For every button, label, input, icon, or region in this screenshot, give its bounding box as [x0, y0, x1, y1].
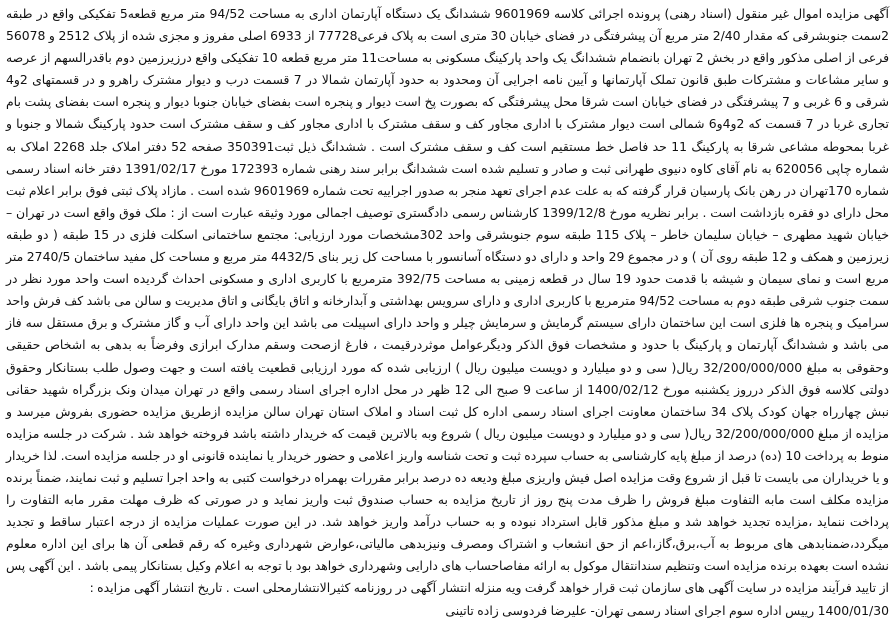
notice-footer: 1400/01/30 رییس اداره سوم اجرای اسناد رسمی تهران- علیرضا فردوسی زاده تاتینی [445, 602, 889, 618]
notice-body: آگهی مزایده اموال غیر منقول (اسناد رهنی) پرونده اجرائی کلاسه 9601969 ششدانگ یک دستگاه آپارتمان اداری به مساحت 94/52 متر مربع قطعه5 تفکیکی واقع در طبقه 2سمت جنوبشرقی که مقدار 2/40 متر مربع آن پیشرفتگی در فضای خیابان 30 متری است به پلاک فرعی77728 از 6933 اصلی مفروز و مجزی شده از پلاک 2512 و 56078 فرعی از اصلی مذکور واقع در بخش 2 تهران بانضمام ششدانگ یک واحد پارکینگ مسکونی به مساحت11 متر مربع قطعه 10 تفکیکی واقع درزیرزمین دوم باقدرالسهم از عرصه و سایر مشاعات و مشترکات طبق قانون تملک آپارتمانها و آیین نامه اجرایی آن ومحدود به حدود آپارتمان شمالا در 7 قسمت درب و دیوار مشترک راهرو و در قسمتهای 2و4 شرقی و 6 غربی و 7 پیشرفتگی در فضای خیابان است شرقا محل پیشرفتگی که بصورت پخ است دیوار و پنجره است بفضای خیابان جنوبا دیوار و پنجره است بفضای پشت بام تجاری غربا در 7 قسمت که 2و4و6 شمالی است دیوار مشترک با اداری مجاور کف و سقف مشترک با اداری مجاور کف و سقف مشترک است حدود پارکینگ شمالا و جنوبا و غربا بمحوطه مشاعی شرقا به پارکینگ 11 حد فاصل خط مستقیم است کف و سقف مشترک است . ششدانگ ذیل ثبت350391 صفحه 52 دفتر املاک جلد 2268 املاک به شماره چاپی 620056 به نام آقای کاوه دنیوی طهرانی ثبت و صادر و تسلیم شده است ششدانگ برابر سند رهنی شماره 172393 مورخ 1391/02/17 دفتر خانه اسناد رسمی شماره 170تهران در رهن بانک پارسیان قرار گرفته که به علت عدم اجرای تعهد منجر به صدور اجراییه تحت شماره 9601969 شده است . مازاد پلاک ثبتی فوق برابر اعلام ثبت محل دارای دو فقره بازداشت است . برابر نظریه مورخ 1399/12/8 کارشناس رسمی دادگستری توصیف اجمالی مورد وثیقه عبارت است از : ملک فوق واقع است در تهران –خیابان شهید مطهری – خیابان سلیمان خاطر – پلاک 115 طبقه سوم جنوبشرقی واحد 302مشخصات مورد ارزیابی: مجتمع ساختمانی اسکلت فلزی در 15 طبقه ( دو طبقه زیرزمین و همکف و 12 طبقه روی آن ) و در مجموع 29 واحد و دارای دو دستگاه آسانسور با مساحت کل زیر بنای 4432/5 متر مربع و مساحت کل مفید ساختمان 2740/5 متر مربع است و نمای سیمان و شیشه با قدمت حدود 19 سال در قطعه زمینی به مساحت 392/75 مترمربع با کاربری اداری و مسکونی احداث گردیده است واحد مورد نظر در سمت جنوب شرقی طبقه دوم به مساحت 94/52 مترمربع با کاربری اداری و دارای سرویس بهداشتی و آبدارخانه و اتاق بایگانی و اتاق مدیریت و سالن می باشد کف فرش واحد سرامیک و پنجره ها فلزی است این ساختمان دارای سیستم گرمایش و سرمایش چیلر و واحد دارای اسپیلت می باشد این واحد دارای آب و گاز مشترک و برق مستقل سه فاز می باشد و ششدانگ آپارتمان و پارکینگ با حدود و مشخصات فوق الذکر ودیگرعوامل موثردرقیمت ، فارغ ازصحت وسقم مدارک ابرازی وفرضاً به بدهی به اشخاص حقیقی وحقوقی به مبلغ 32/200/000/000 ریال( سی و دو میلیارد و دویست میلیون ریال ) ارزیابی شده که مورد ارزیابی قطعیت یافته است و جهت وصول طلب بستانکار وحقوق دولتی کلاسه فوق الذکر درروز یکشنبه مورخ 1400/02/12 از ساعت 9 صبح الی 12 ظهر در محل اداره اجرای اسناد رسمی واقع در تهران میدان ونک بزرگراه شهید حقانی نبش چهارراه جهان کودک پلاک 34 ساختمان معاونت اجرای اسناد رسمی اداره کل ثبت اسناد و املاک استان تهران سالن مزایده ازطریق مزایده حضوری بفروش میرسد و مزایده از مبلغ 32/200/000/000 ریال( سی و دو میلیارد و دویست میلیون ریال ) شروع وبه بالاترین قیمت که خریدار داشته باشد فروخته خواهد شد . شرکت در جلسه مزایده منوط به پرداخت 10 (ده) درصد از مبلغ پایه کارشناسی به حساب سپرده ثبت و تحت شناسه واریز اعلامی و حضور خریدار یا نماینده قانونی او در جلسه مزایده است. لذا خریدار و یا خریداران می بایست تا قبل از شروع وقت مزایده اصل فیش واریزی مبلغ ودیعه ده درصد برابر مقررات بهمراه درخواست کتبی به واحد اجرا تسلیم و ثبت نمایند، ضمناً برنده مزایده مکلف است مابه التفاوت مبلغ فروش را ظرف مدت پنج روز از تاریخ مزایده به حساب صندوق ثبت واریز نماید و در صورتی که ظرف مهلت مقرر مابه التفاوت را پرداخت ننماید ،مزایده تجدید خواهد شد و مبلغ مذکور قابل استرداد نبوده و به حساب درآمد واریز خواهد شد. در این صورت عملیات مزایده از درجه اعتبار ساقط و تجدید میگردد،ضمنابدهی های مربوط به آب،برق،گاز،اعم از حق انشعاب و اشتراک ومصرف ونیزبدهی مالیاتی،عوارض شهرداری وغیره که رقم قطعی آن ها برای این اداره معلوم نشده است بعهده برنده مزایده است وتنظیم سندانتقال موکول به ارائه مفاصاحساب های دارایی وشهرداری خواهد بود با توجه به اعلام وکیل بستانکار پیمی باشد . این آگهی پس از تایید فرآیند مزایده در سایت آگهی های سازمان ثبت قرار خواهد گرفت ویه منزله انتشار آگهی در روزنامه کثیرالانتشارمحلی است . تاریخ انتشار آگهی مزایده : [6, 6, 890, 596]
